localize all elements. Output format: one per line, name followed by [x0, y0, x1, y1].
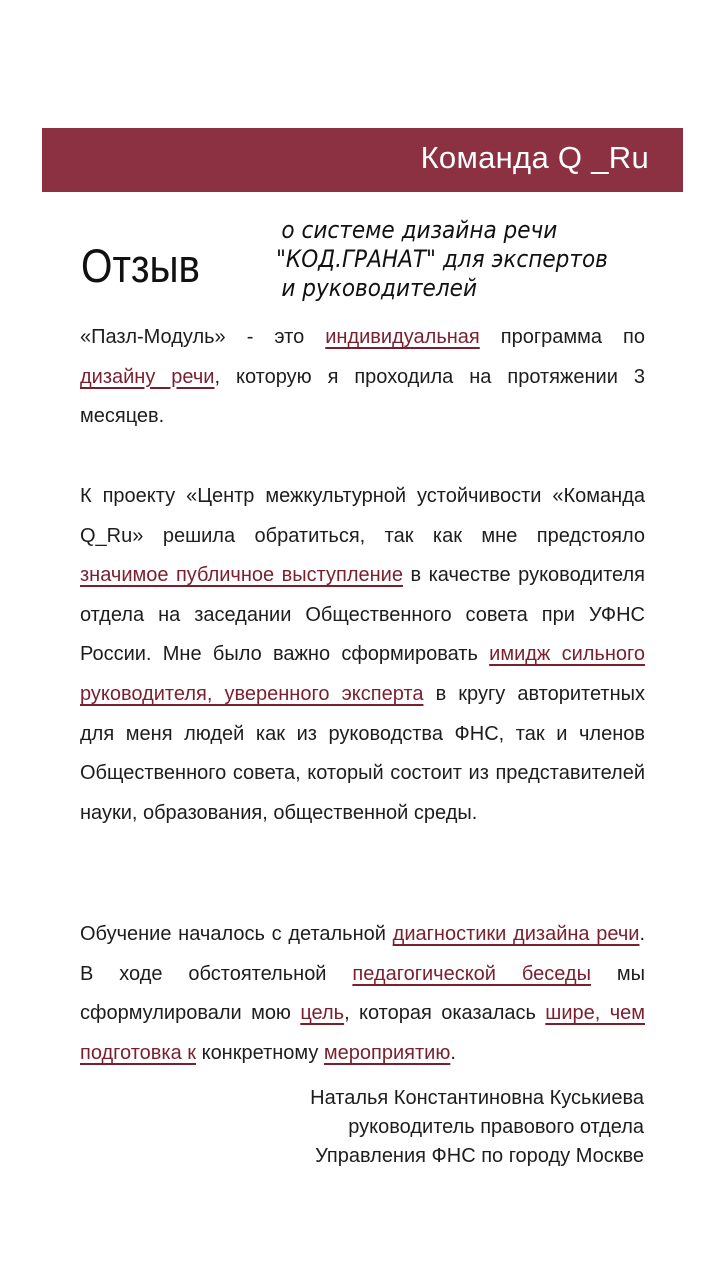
banner-title: Команда Q _Ru [420, 140, 649, 175]
text-segment: в качестве руководителя отдела на заседании Общественного совета при УФНС России. Мне было важно сформировать [80, 564, 645, 666]
signature-name: Наталья Константиновна Куськиева [310, 1087, 644, 1109]
highlight-phrase: цель [300, 1002, 345, 1025]
highlight-phrase: имидж сильного руководителя, уверенного эксперта [80, 643, 646, 705]
subtitle-line: "КОД.ГРАНАТ" для экспертов [276, 245, 608, 273]
highlight-phrase: дизайну речи [80, 365, 215, 388]
highlight-phrase: мероприятию [323, 1041, 451, 1064]
subtitle-line: и руководителей [281, 274, 477, 302]
paragraph-motivation [80, 477, 645, 833]
text-segment: , которая оказалась [344, 1002, 546, 1025]
text-segment: Обучение началось с детальной [80, 923, 393, 945]
signature-position: руководитель правового отдела [348, 1116, 644, 1138]
text-segment: , которую я проходила на протяжении 3 месяцев. [80, 365, 645, 428]
highlight-phrase: значимое публичное выступление [80, 564, 403, 587]
page-title: Отзыв [81, 239, 201, 292]
text-segment: конкретному [196, 1041, 324, 1064]
highlight-phrase: шире, чем подготовка к [80, 1002, 645, 1064]
subtitle-line: о системе дизайна речи [281, 216, 558, 244]
text-segment: «Пазл-Модуль» - это [80, 326, 326, 348]
signature-block [310, 1084, 644, 1171]
highlight-phrase: педагогической беседы [352, 962, 591, 985]
page-subtitle [276, 216, 696, 303]
highlight-phrase: диагностики дизайна речи [392, 923, 640, 945]
paragraph-intro [80, 318, 645, 437]
header-banner [42, 128, 683, 192]
signature-organization: Управления ФНС по городу Москве [315, 1145, 644, 1167]
paragraph-training [80, 915, 645, 1073]
text-segment: мы сформулировали мою [80, 962, 646, 1025]
text-segment: программа по [479, 326, 646, 348]
highlight-phrase: индивидуальная [325, 326, 480, 348]
text-segment: . В ходе обстоятельной [80, 923, 645, 985]
text-segment: . [450, 1041, 456, 1064]
text-segment: К проекту «Центр межкультурной устойчивости «Команда Q_Ru» решила обратиться, так как мне предстояло [80, 485, 645, 547]
text-segment: в кругу авторитетных для меня людей как из руководства ФНС, так и членов Общественного совета, который состоит из представителей науки, образования, общественной среды. [80, 682, 646, 824]
